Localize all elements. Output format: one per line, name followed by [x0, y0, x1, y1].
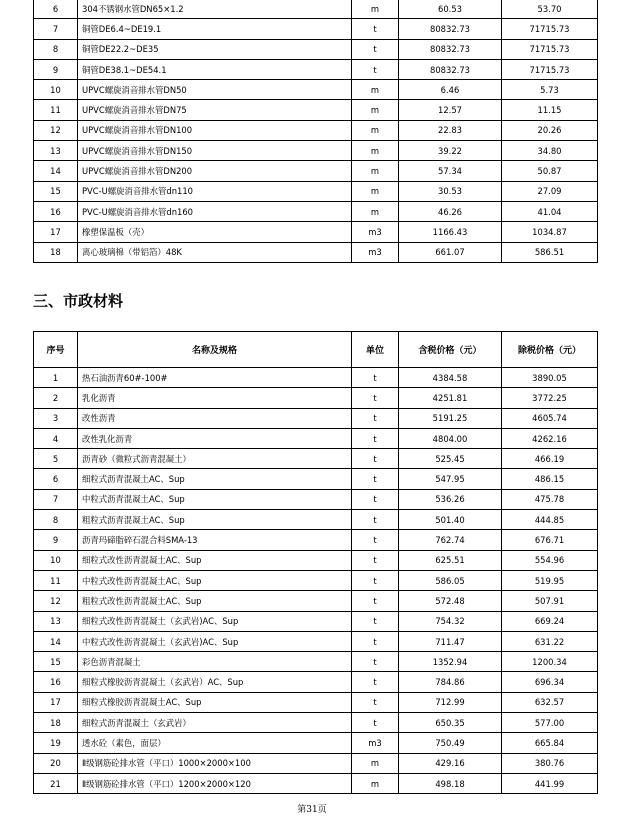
row-name: 透水砼（素色，面层）: [78, 733, 352, 753]
row-name: 细粒式改性沥青混凝土（玄武岩)AC、Sup: [78, 611, 352, 631]
row-tax-excl-price: 519.95: [502, 570, 598, 590]
row-tax-incl-price: 4804.00: [399, 428, 502, 448]
table-row: [34, 733, 598, 753]
table-row: [34, 591, 598, 611]
table-row: [34, 161, 598, 181]
table-row: [34, 120, 598, 140]
row-tax-excl-price: 466.19: [502, 449, 598, 469]
table-row: [34, 652, 598, 672]
table-row: [34, 530, 598, 550]
row-tax-excl-price: 71715.73: [502, 39, 598, 59]
row-unit: t: [352, 591, 399, 611]
row-tax-excl-price: 554.96: [502, 550, 598, 570]
municipal-materials-table-body: [34, 368, 598, 794]
row-no: 16: [34, 201, 78, 221]
row-no: 8: [34, 39, 78, 59]
row-tax-excl-price: 631.22: [502, 631, 598, 651]
row-tax-excl-price: 50.87: [502, 161, 598, 181]
row-name: UPVC螺旋消音排水管DN200: [78, 161, 352, 181]
row-tax-incl-price: 46.26: [399, 201, 502, 221]
row-name: 粗粒式沥青混凝土AC、Sup: [78, 510, 352, 530]
row-tax-excl-price: 441.99: [502, 773, 598, 793]
table-row: [34, 19, 598, 39]
row-no: 10: [34, 80, 78, 100]
row-unit: t: [352, 368, 399, 388]
row-tax-incl-price: 4251.81: [399, 388, 502, 408]
row-name: 沥青玛碲脂碎石混合料SMA-13: [78, 530, 352, 550]
row-name: UPVC螺旋消音排水管DN75: [78, 100, 352, 120]
table-row: [34, 713, 598, 733]
row-unit: m: [352, 753, 399, 773]
row-name: 离心玻璃棉（带铝箔）48K: [78, 242, 352, 262]
row-tax-incl-price: 661.07: [399, 242, 502, 262]
section-title: 三、市政材料: [33, 292, 124, 310]
row-no: 11: [34, 570, 78, 590]
table-row: [34, 80, 598, 100]
row-tax-excl-price: 669.24: [502, 611, 598, 631]
row-unit: t: [352, 489, 399, 509]
row-unit: m3: [352, 242, 399, 262]
table-row: [34, 570, 598, 590]
row-tax-incl-price: 498.18: [399, 773, 502, 793]
row-name: 中粒式沥青混凝土AC、Sup: [78, 489, 352, 509]
row-tax-excl-price: 4262.16: [502, 428, 598, 448]
row-unit: m: [352, 181, 399, 201]
row-tax-excl-price: 696.34: [502, 672, 598, 692]
table-row: [34, 408, 598, 428]
row-name: PVC-U螺旋消音排水管dn110: [78, 181, 352, 201]
table-row: [34, 222, 598, 242]
table-row: [34, 469, 598, 489]
row-name: 304不锈钢水管DN65×1.2: [78, 0, 352, 19]
row-unit: t: [352, 672, 399, 692]
row-unit: m: [352, 100, 399, 120]
row-tax-excl-price: 5.73: [502, 80, 598, 100]
row-tax-incl-price: 1166.43: [399, 222, 502, 242]
row-name: 细粒式沥青混凝土AC、Sup: [78, 469, 352, 489]
row-tax-incl-price: 60.53: [399, 0, 502, 19]
row-tax-excl-price: 475.78: [502, 489, 598, 509]
table-row: [34, 388, 598, 408]
row-name: 橡塑保温板（壳）: [78, 222, 352, 242]
row-unit: t: [352, 611, 399, 631]
row-tax-incl-price: 572.48: [399, 591, 502, 611]
row-tax-incl-price: 80832.73: [399, 59, 502, 79]
row-no: 3: [34, 408, 78, 428]
row-unit: t: [352, 570, 399, 590]
table-row: [34, 692, 598, 712]
row-tax-incl-price: 586.05: [399, 570, 502, 590]
row-tax-incl-price: 762.74: [399, 530, 502, 550]
row-unit: t: [352, 713, 399, 733]
table-row: [34, 100, 598, 120]
row-unit: t: [352, 469, 399, 489]
row-tax-incl-price: 754.32: [399, 611, 502, 631]
row-tax-incl-price: 1352.94: [399, 652, 502, 672]
row-name: UPVC螺旋消音排水管DN50: [78, 80, 352, 100]
row-name: 中粒式改性沥青混凝土AC、Sup: [78, 570, 352, 590]
row-name: UPVC螺旋消音排水管DN150: [78, 141, 352, 161]
row-tax-incl-price: 22.83: [399, 120, 502, 140]
row-tax-incl-price: 750.49: [399, 733, 502, 753]
row-tax-incl-price: 650.35: [399, 713, 502, 733]
continued-price-table-body: [34, 0, 598, 262]
table-row: [34, 550, 598, 570]
row-name: 乳化沥青: [78, 388, 352, 408]
row-tax-excl-price: 676.71: [502, 530, 598, 550]
header-unit: 单位: [352, 332, 399, 368]
row-tax-excl-price: 4605.74: [502, 408, 598, 428]
table-row: [34, 242, 598, 262]
row-unit: t: [352, 530, 399, 550]
row-tax-excl-price: 632.57: [502, 692, 598, 712]
row-tax-incl-price: 5191.25: [399, 408, 502, 428]
row-tax-excl-price: 41.04: [502, 201, 598, 221]
row-tax-excl-price: 586.51: [502, 242, 598, 262]
table-row: [34, 773, 598, 793]
row-unit: m: [352, 120, 399, 140]
municipal-materials-table: [33, 331, 598, 794]
row-name: 中粒式改性沥青混凝土（玄武岩)AC、Sup: [78, 631, 352, 651]
header-tax-incl: 含税价格（元）: [399, 332, 502, 368]
row-name: 改性沥青: [78, 408, 352, 428]
row-unit: t: [352, 449, 399, 469]
row-name: 改性乳化沥青: [78, 428, 352, 448]
table-row: [34, 753, 598, 773]
row-unit: t: [352, 59, 399, 79]
row-unit: m: [352, 201, 399, 221]
row-no: 19: [34, 733, 78, 753]
row-no: 15: [34, 181, 78, 201]
row-unit: t: [352, 39, 399, 59]
row-no: 14: [34, 161, 78, 181]
table-row: [34, 39, 598, 59]
row-name: 沥青砂（微粒式沥青混凝土）: [78, 449, 352, 469]
page-number: 第31页: [297, 805, 327, 815]
row-tax-incl-price: 712.99: [399, 692, 502, 712]
row-tax-excl-price: 486.15: [502, 469, 598, 489]
row-no: 18: [34, 242, 78, 262]
row-name: 热石油沥青60#-100#: [78, 368, 352, 388]
row-no: 12: [34, 120, 78, 140]
row-name: 粗粒式改性沥青混凝土AC、Sup: [78, 591, 352, 611]
row-tax-incl-price: 625.51: [399, 550, 502, 570]
row-name: Ⅱ级钢筋砼排水管（平口）1000×2000×100: [78, 753, 352, 773]
table-row: [34, 611, 598, 631]
row-tax-incl-price: 711.47: [399, 631, 502, 651]
row-tax-incl-price: 547.95: [399, 469, 502, 489]
row-no: 5: [34, 449, 78, 469]
row-unit: m3: [352, 733, 399, 753]
row-name: PVC-U螺旋消音排水管dn160: [78, 201, 352, 221]
table-row: [34, 672, 598, 692]
row-unit: t: [352, 652, 399, 672]
row-tax-incl-price: 6.46: [399, 80, 502, 100]
row-tax-excl-price: 1200.34: [502, 652, 598, 672]
row-no: 7: [34, 489, 78, 509]
table-row: [34, 631, 598, 651]
row-name: 铜管DE38.1~DE54.1: [78, 59, 352, 79]
row-no: 2: [34, 388, 78, 408]
row-no: 15: [34, 652, 78, 672]
row-unit: m3: [352, 222, 399, 242]
row-unit: t: [352, 550, 399, 570]
row-name: 细粒式改性沥青混凝土AC、Sup: [78, 550, 352, 570]
row-no: 13: [34, 141, 78, 161]
row-tax-incl-price: 80832.73: [399, 39, 502, 59]
row-unit: m: [352, 773, 399, 793]
row-unit: m: [352, 80, 399, 100]
row-name: 细粒式沥青混凝土（玄武岩）: [78, 713, 352, 733]
table-row: [34, 428, 598, 448]
table-row: [34, 201, 598, 221]
continued-price-table: [33, 0, 598, 263]
row-no: 6: [34, 469, 78, 489]
row-tax-excl-price: 577.00: [502, 713, 598, 733]
table-row: [34, 141, 598, 161]
row-tax-excl-price: 34.80: [502, 141, 598, 161]
row-tax-incl-price: 536.26: [399, 489, 502, 509]
row-unit: t: [352, 388, 399, 408]
row-no: 17: [34, 692, 78, 712]
row-tax-excl-price: 71715.73: [502, 59, 598, 79]
header-row: [34, 332, 598, 368]
row-tax-incl-price: 525.45: [399, 449, 502, 469]
row-unit: t: [352, 510, 399, 530]
row-no: 18: [34, 713, 78, 733]
row-name: UPVC螺旋消音排水管DN100: [78, 120, 352, 140]
row-no: 20: [34, 753, 78, 773]
table-row: [34, 449, 598, 469]
row-unit: m: [352, 0, 399, 19]
row-tax-incl-price: 80832.73: [399, 19, 502, 39]
row-tax-excl-price: 11.15: [502, 100, 598, 120]
row-no: 9: [34, 530, 78, 550]
row-tax-excl-price: 20.26: [502, 120, 598, 140]
table-row: [34, 368, 598, 388]
row-unit: m: [352, 141, 399, 161]
row-no: 12: [34, 591, 78, 611]
table-row: [34, 489, 598, 509]
row-no: 10: [34, 550, 78, 570]
row-unit: t: [352, 631, 399, 651]
row-tax-excl-price: 1034.87: [502, 222, 598, 242]
row-no: 6: [34, 0, 78, 19]
row-unit: t: [352, 428, 399, 448]
header-tax-excl: 除税价格（元）: [502, 332, 598, 368]
row-tax-excl-price: 665.84: [502, 733, 598, 753]
row-name: Ⅱ级钢筋砼排水管（平口）1200×2000×120: [78, 773, 352, 793]
row-tax-excl-price: 3890.05: [502, 368, 598, 388]
row-no: 1: [34, 368, 78, 388]
header-name: 名称及规格: [78, 332, 352, 368]
row-no: 14: [34, 631, 78, 651]
table-header: [34, 332, 598, 368]
row-name: 彩色沥青混凝土: [78, 652, 352, 672]
row-no: 7: [34, 19, 78, 39]
table-row: [34, 181, 598, 201]
header-no: 序号: [34, 332, 78, 368]
row-tax-excl-price: 3772.25: [502, 388, 598, 408]
row-no: 13: [34, 611, 78, 631]
row-unit: m: [352, 161, 399, 181]
row-tax-excl-price: 53.70: [502, 0, 598, 19]
row-tax-excl-price: 27.09: [502, 181, 598, 201]
row-no: 8: [34, 510, 78, 530]
row-no: 4: [34, 428, 78, 448]
row-no: 16: [34, 672, 78, 692]
row-tax-excl-price: 380.76: [502, 753, 598, 773]
row-tax-excl-price: 444.85: [502, 510, 598, 530]
row-unit: t: [352, 692, 399, 712]
row-tax-excl-price: 507.91: [502, 591, 598, 611]
table-row: [34, 59, 598, 79]
row-tax-incl-price: 39.22: [399, 141, 502, 161]
row-unit: t: [352, 408, 399, 428]
row-tax-incl-price: 12.57: [399, 100, 502, 120]
row-no: 9: [34, 59, 78, 79]
row-no: 21: [34, 773, 78, 793]
row-tax-incl-price: 57.34: [399, 161, 502, 181]
row-name: 细粒式橡胶沥青混凝土（玄武岩）AC、Sup: [78, 672, 352, 692]
row-tax-incl-price: 30.53: [399, 181, 502, 201]
row-tax-incl-price: 429.16: [399, 753, 502, 773]
row-unit: t: [352, 19, 399, 39]
row-name: 铜管DE22.2~DE35: [78, 39, 352, 59]
row-tax-excl-price: 71715.73: [502, 19, 598, 39]
row-name: 铜管DE6.4~DE19.1: [78, 19, 352, 39]
table-row: [34, 510, 598, 530]
table-row: [34, 0, 598, 19]
row-tax-incl-price: 784.86: [399, 672, 502, 692]
row-name: 细粒式橡胶沥青混凝土AC、Sup: [78, 692, 352, 712]
row-tax-incl-price: 4384.58: [399, 368, 502, 388]
row-no: 11: [34, 100, 78, 120]
row-no: 17: [34, 222, 78, 242]
row-tax-incl-price: 501.40: [399, 510, 502, 530]
